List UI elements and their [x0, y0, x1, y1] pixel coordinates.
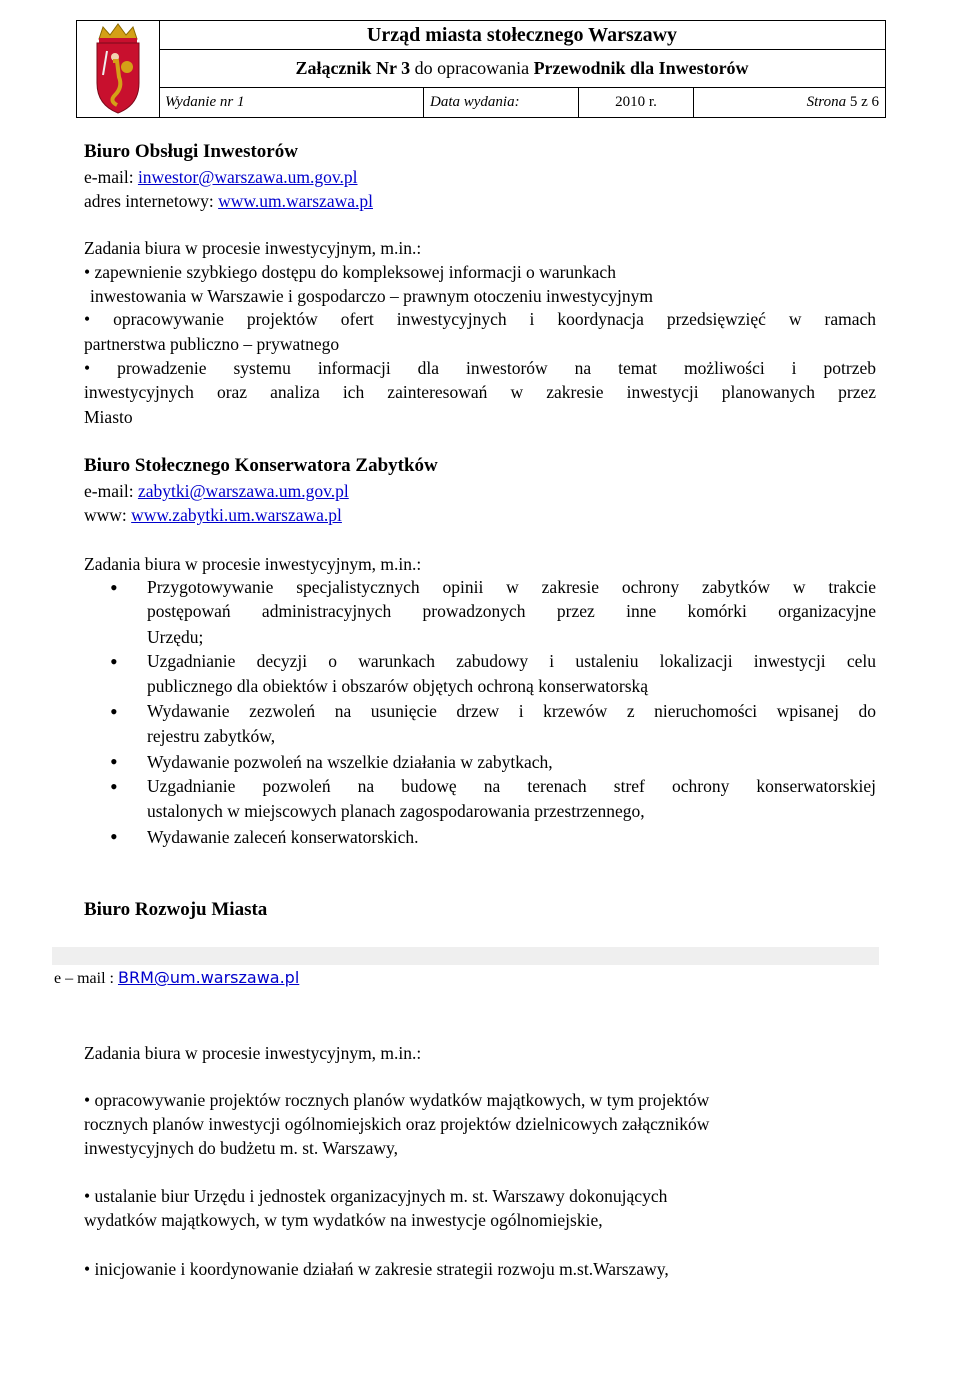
task-line: rocznych planów inwestycji ogólnomiejskich oraz projektów dzielnicowych załączników [84, 1114, 710, 1134]
section-title-monuments-office: Biuro Stołecznego Konserwatora Zabytków [84, 455, 438, 476]
bullet-icon: • [110, 575, 118, 600]
task-line: inwestycyjnych do budżetu m. st. Warszawy, [84, 1138, 399, 1158]
page-value: 5 z 6 [849, 94, 879, 110]
task-line: • inicjowanie i koordynowanie działań w zakresie strategii rozwoju m.st.Warszawy, [84, 1259, 669, 1279]
email-label: e-mail: [84, 167, 138, 187]
brm-email-line [54, 966, 299, 990]
edition-cell: Wydanie nr 1 [159, 87, 424, 117]
task-line: Miasto [84, 407, 133, 427]
list-item-text: Wydawanie zezwoleń na usunięcie drzew i krzewów z nieruchomości wpisanej do [147, 701, 876, 721]
header-title: Urząd miasta stołecznego Warszawy [159, 21, 885, 50]
date-label-cell: Data wydania: [424, 87, 579, 117]
list-item-text: Uzgadnianie decyzji o warunkach zabudowy i ustaleniu lokalizacji inwestycji celu [147, 651, 876, 671]
task-line: inwestowania w Warszawie i gospodarczo – prawnym otoczeniu inwestycyjnym [90, 286, 653, 306]
brm-email-link[interactable]: BRM@um.warszawa.pl [117, 968, 300, 987]
task-line: • zapewnienie szybkiego dostępu do kompleksowej informacji o warunkach [84, 262, 616, 282]
task-line: • opracowywanie projektów ofert inwestycyjnych i koordynacja przedsięwzięć w ramach [84, 309, 876, 329]
bullet-icon: • [110, 649, 118, 674]
tasks-label: Zadania biura w procesie inwestycyjnym, m.in.: [84, 1043, 422, 1063]
tasks-label: Zadania biura w procesie inwestycyjnym, m.in.: [84, 238, 422, 258]
page-number-cell [694, 87, 885, 117]
list-item-text: rejestru zabytków, [147, 726, 276, 746]
email-label: e-mail: [84, 481, 138, 501]
bullet-icon: • [110, 774, 118, 799]
bullet-icon: • [110, 824, 118, 849]
list-item-text: Przygotowywanie specjalistycznych opinii w zakresie ochrony zabytków w trakcie [147, 577, 876, 597]
task-line: • ustalanie biur Urzędu i jednostek organizacyjnych m. st. Warszawy dokonujących [84, 1186, 668, 1206]
monuments-web-link[interactable]: www.zabytki.um.warszawa.pl [131, 505, 342, 525]
subtitle-bold-part-1: Załącznik Nr 3 [295, 58, 411, 78]
monuments-email-line [84, 480, 349, 502]
task-line: • prowadzenie systemu informacji dla inwestorów na temat możliwości i potrzeb [84, 358, 876, 378]
document-header [76, 20, 886, 118]
list-item-text: Uzgadnianie pozwoleń na budowę na terenach stref ochrony konserwatorskiej [147, 776, 876, 796]
tasks-label: Zadania biura w procesie inwestycyjnym, m.in.: [84, 554, 422, 574]
investor-web-link[interactable]: www.um.warszawa.pl [218, 191, 373, 211]
date-value-cell: 2010 r. [579, 87, 694, 117]
web-label: adres internetowy: [84, 191, 219, 211]
list-item-text: Wydawanie pozwoleń na wszelkie działania w zabytkach, [147, 752, 553, 772]
list-item-text: ustalonych w miejscowych planach zagospodarowania przestrzennego, [147, 801, 645, 821]
monuments-web-line [84, 504, 342, 526]
investor-web-line [84, 190, 373, 212]
task-line: inwestycyjnych oraz analiza ich zainteresowań w zakresie inwestycji planowanych przez [84, 382, 876, 402]
monuments-email-link[interactable]: zabytki@warszawa.um.gov.pl [137, 481, 349, 501]
investor-email-link[interactable]: inwestor@warszawa.um.gov.pl [137, 167, 358, 187]
list-item-text: publicznego dla obiektów i obszarów objętych ochroną konserwatorską [147, 676, 649, 696]
task-line: • opracowywanie projektów rocznych planów wydatków majątkowych, w tym projektów [84, 1090, 710, 1110]
gray-separator-bar [52, 947, 879, 965]
list-item-text: postępowań administracyjnych prowadzonych przez inne komórki organizacyjne [147, 601, 876, 621]
web-label: www: [84, 505, 132, 525]
warsaw-coat-of-arms-logo [77, 21, 160, 117]
section-title-city-development-office: Biuro Rozwoju Miasta [84, 899, 268, 920]
list-item-text: Wydawanie zaleceń konserwatorskich. [147, 827, 419, 847]
bullet-icon: • [110, 749, 118, 774]
task-line: partnerstwa publiczno – prywatnego [84, 334, 340, 354]
section-title-investor-office: Biuro Obsługi Inwestorów [84, 141, 298, 162]
task-line: wydatków majątkowych, w tym wydatków na inwestycje ogólnomiejskie, [84, 1210, 603, 1230]
investor-email-line [84, 166, 358, 188]
bullet-icon: • [110, 699, 118, 724]
subtitle-middle: do opracowania [410, 58, 534, 78]
header-subtitle [159, 49, 885, 88]
list-item-text: Urzędu; [147, 627, 204, 647]
header-info-row [159, 87, 885, 117]
page-label: Strona [806, 94, 847, 110]
email-label: e – mail : [54, 970, 118, 987]
subtitle-bold-part-2: Przewodnik dla Inwestorów [533, 58, 749, 78]
